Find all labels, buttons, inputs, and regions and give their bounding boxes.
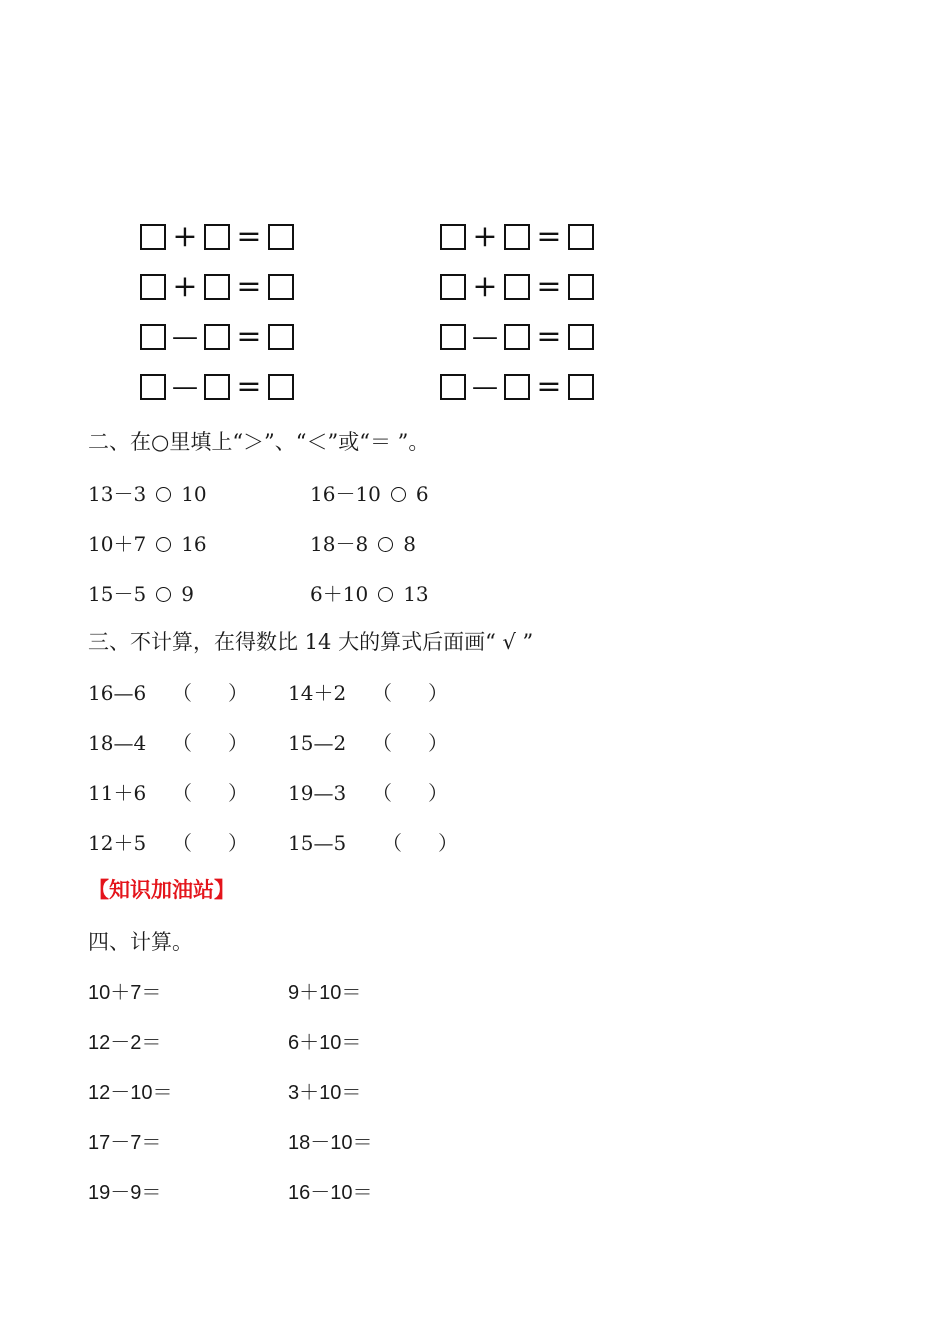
- close-paren: ）: [428, 681, 448, 705]
- open-paren: （: [382, 831, 402, 855]
- compare-expression: 10＋7: [88, 532, 147, 556]
- compare-value: 10: [181, 482, 207, 506]
- answer-box[interactable]: [504, 374, 530, 400]
- operator: —: [172, 372, 198, 402]
- answer-box[interactable]: [440, 374, 466, 400]
- answer-box[interactable]: [204, 224, 230, 250]
- close-paren: ）: [428, 781, 448, 805]
- calc-item: 10＋7＝: [88, 982, 162, 1004]
- box-equation: [440, 369, 594, 404]
- compare-expression: 16－10: [310, 482, 381, 506]
- calc-item: 12－10＝: [88, 1082, 173, 1104]
- operator: +: [472, 269, 498, 304]
- compare-item: [88, 528, 207, 557]
- check-expression: 16—6: [88, 681, 147, 705]
- check-item: [288, 677, 448, 706]
- compare-item: [310, 478, 429, 507]
- compare-expression: 15－5: [88, 582, 147, 606]
- answer-box[interactable]: [140, 374, 166, 400]
- compare-value: 6: [415, 482, 429, 506]
- answer-box[interactable]: [204, 324, 230, 350]
- answer-box[interactable]: [504, 324, 530, 350]
- check-expression: 19—3: [288, 781, 347, 805]
- calc-item: 17－7＝: [88, 1132, 162, 1154]
- compare-circle-icon[interactable]: [391, 487, 406, 502]
- check-answer-parens[interactable]: [172, 827, 248, 856]
- calc-item: 19－9＝: [88, 1182, 162, 1204]
- compare-expression: 13－3: [88, 482, 147, 506]
- operator: +: [172, 219, 198, 254]
- box-equation: [140, 319, 294, 354]
- check-expression: 14＋2: [288, 681, 347, 705]
- compare-expression: 18－8: [310, 532, 369, 556]
- compare-item: [310, 528, 416, 557]
- calc-item: 9＋10＝: [288, 982, 362, 1004]
- check-expression: 15—5: [288, 831, 347, 855]
- check-answer-parens[interactable]: [382, 827, 458, 856]
- compare-item: [310, 578, 429, 607]
- calc-item: 16－10＝: [288, 1182, 373, 1204]
- calc-item: 18－10＝: [288, 1132, 373, 1154]
- close-paren: ）: [228, 781, 248, 805]
- compare-value: 16: [181, 532, 207, 556]
- open-paren: （: [172, 781, 192, 805]
- answer-box[interactable]: [504, 274, 530, 300]
- answer-box[interactable]: [568, 224, 594, 250]
- box-equation: [140, 219, 294, 254]
- answer-box[interactable]: [568, 324, 594, 350]
- check-expression: 18—4: [88, 731, 147, 755]
- answer-box[interactable]: [140, 324, 166, 350]
- calc-item: 3＋10＝: [288, 1082, 362, 1104]
- calc-item: 12－2＝: [88, 1032, 162, 1054]
- compare-value: 13: [403, 582, 429, 606]
- answer-box[interactable]: [140, 224, 166, 250]
- box-equation: [440, 269, 594, 304]
- compare-circle-icon[interactable]: [378, 537, 393, 552]
- compare-item: [88, 478, 207, 507]
- equals-sign: =: [236, 369, 262, 404]
- check-expression: 15—2: [288, 731, 347, 755]
- check-item: [288, 827, 458, 856]
- section-2-title: 二、在○里填上“＞”、“＜”或“＝ ”。: [88, 430, 430, 454]
- equals-sign: =: [536, 269, 562, 304]
- close-paren: ）: [428, 731, 448, 755]
- answer-box[interactable]: [568, 374, 594, 400]
- check-item: [288, 727, 448, 756]
- answer-box[interactable]: [268, 374, 294, 400]
- open-paren: （: [172, 831, 192, 855]
- operator: +: [172, 269, 198, 304]
- check-answer-parens[interactable]: [372, 677, 448, 706]
- compare-circle-icon[interactable]: [378, 587, 393, 602]
- calc-item: 6＋10＝: [288, 1032, 362, 1054]
- close-paren: ）: [228, 731, 248, 755]
- close-paren: ）: [438, 831, 458, 855]
- operator: —: [172, 322, 198, 352]
- operator: —: [472, 322, 498, 352]
- check-item: [88, 677, 248, 706]
- check-expression: 12＋5: [88, 831, 147, 855]
- box-equation: [140, 269, 294, 304]
- box-equation: [140, 369, 294, 404]
- check-item: [88, 827, 248, 856]
- answer-box[interactable]: [268, 224, 294, 250]
- answer-box[interactable]: [140, 274, 166, 300]
- open-paren: （: [372, 681, 392, 705]
- answer-box[interactable]: [440, 274, 466, 300]
- compare-value: 8: [403, 532, 416, 556]
- close-paren: ）: [228, 831, 248, 855]
- open-paren: （: [372, 781, 392, 805]
- operator: +: [472, 219, 498, 254]
- check-item: [88, 727, 248, 756]
- equals-sign: =: [536, 369, 562, 404]
- equals-sign: =: [236, 319, 262, 354]
- compare-circle-icon[interactable]: [156, 487, 171, 502]
- equals-sign: =: [236, 219, 262, 254]
- close-paren: ）: [228, 681, 248, 705]
- check-item: [288, 777, 448, 806]
- open-paren: （: [172, 731, 192, 755]
- compare-circle-icon[interactable]: [156, 537, 171, 552]
- answer-box[interactable]: [440, 324, 466, 350]
- section-4-title: 四、计算。: [88, 930, 193, 954]
- check-answer-parens[interactable]: [372, 777, 448, 806]
- check-answer-parens[interactable]: [172, 777, 248, 806]
- answer-box[interactable]: [204, 274, 230, 300]
- check-answer-parens[interactable]: [172, 727, 248, 756]
- answer-box[interactable]: [204, 374, 230, 400]
- section-3-title: 三、不计算，在得数比 14 大的算式后面画“ √ ”: [88, 630, 534, 654]
- answer-box[interactable]: [568, 274, 594, 300]
- check-answer-parens[interactable]: [372, 727, 448, 756]
- equals-sign: =: [536, 219, 562, 254]
- compare-expression: 6＋10: [310, 582, 369, 606]
- open-paren: （: [372, 731, 392, 755]
- equals-sign: =: [536, 319, 562, 354]
- compare-value: 9: [181, 582, 194, 606]
- answer-box[interactable]: [268, 274, 294, 300]
- answer-box[interactable]: [504, 224, 530, 250]
- answer-box[interactable]: [440, 224, 466, 250]
- check-expression: 11＋6: [88, 781, 147, 805]
- check-item: [88, 777, 248, 806]
- operator: —: [472, 372, 498, 402]
- box-equation: [440, 219, 594, 254]
- check-answer-parens[interactable]: [172, 677, 248, 706]
- answer-box[interactable]: [268, 324, 294, 350]
- open-paren: （: [172, 681, 192, 705]
- equals-sign: =: [236, 269, 262, 304]
- knowledge-station-header: 【知识加油站】: [88, 878, 235, 902]
- compare-circle-icon[interactable]: [156, 587, 171, 602]
- compare-item: [88, 578, 194, 607]
- box-equation: [440, 319, 594, 354]
